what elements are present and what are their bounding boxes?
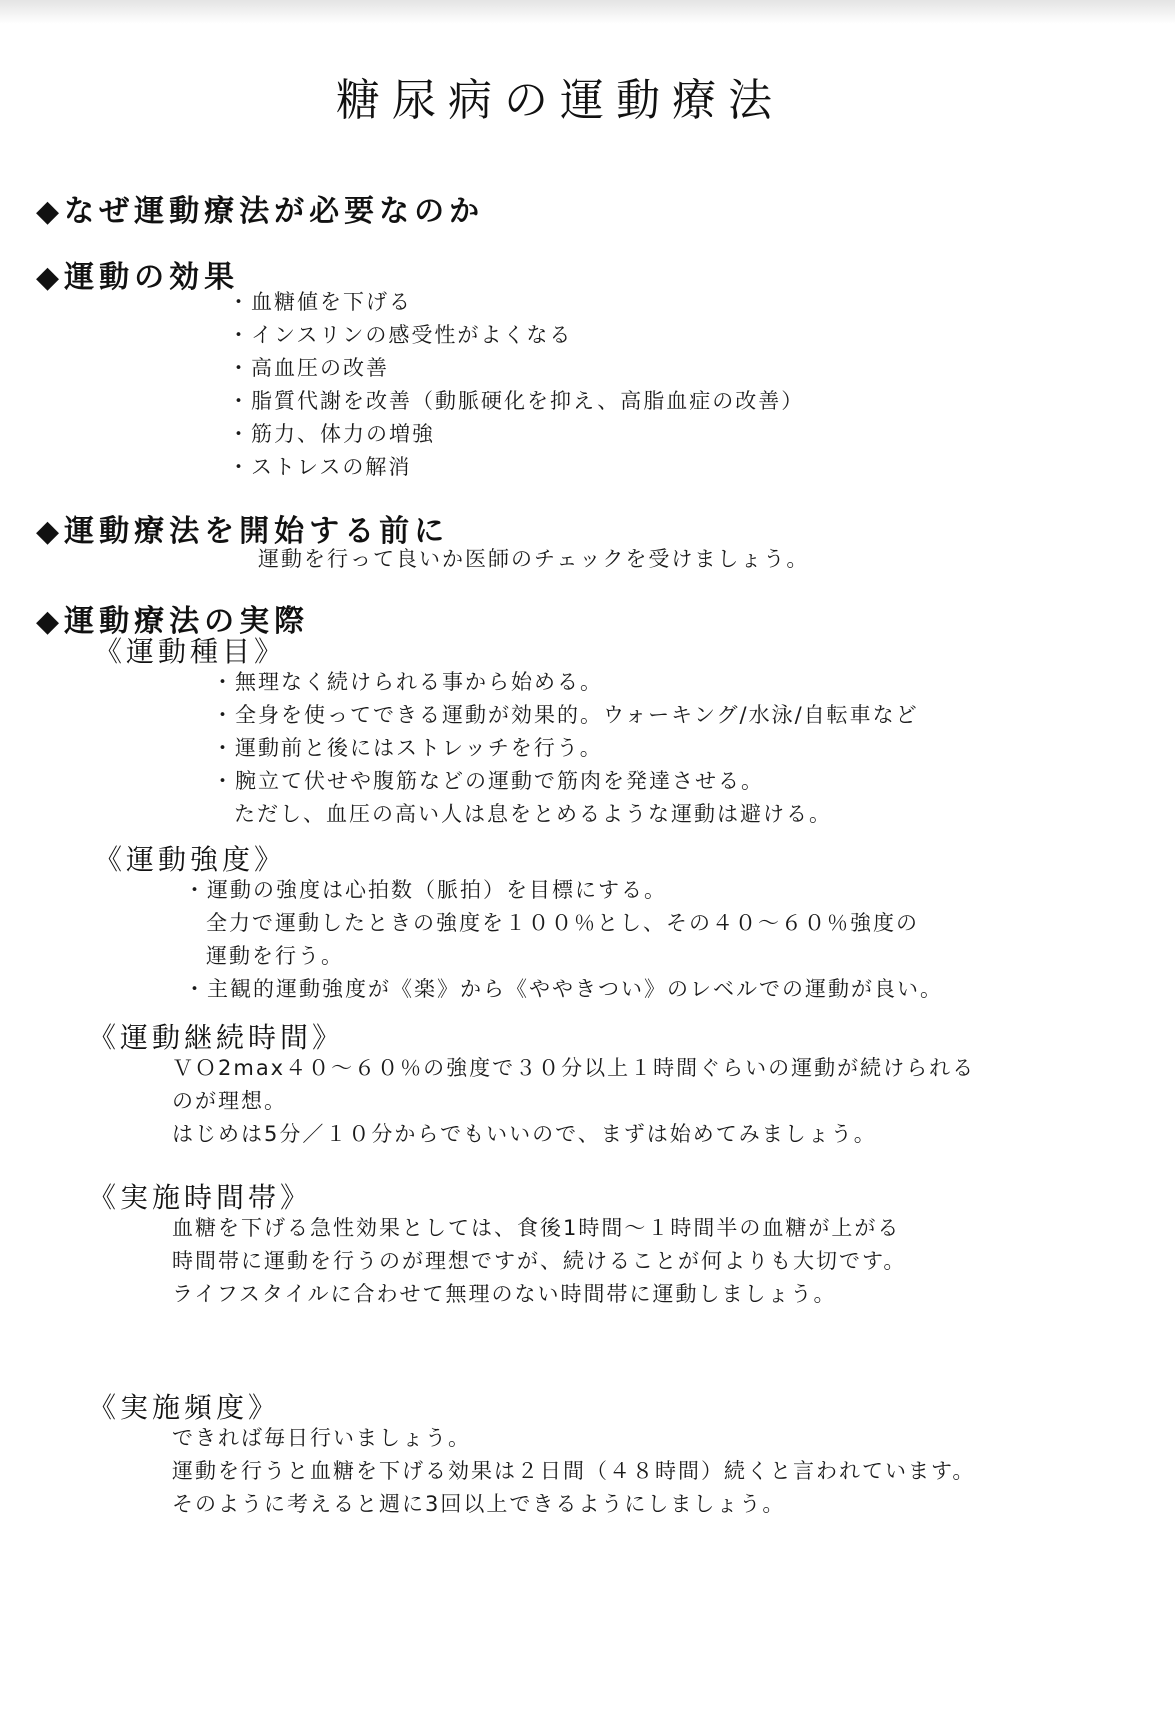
timing-line: 時間帯に運動を行うのが理想ですが、続けることが何よりも大切です。 bbox=[172, 1249, 907, 1273]
types-line: ・運動前と後にはストレッチを行う。 bbox=[212, 736, 603, 760]
subheading-timing: 《実施時間帯》 bbox=[88, 1181, 313, 1214]
types-line: ただし、血圧の高い人は息をとめるような運動は避ける。 bbox=[234, 802, 832, 826]
effect-item: ・脂質代謝を改善（動脈硬化を抑え、高脂血症の改善） bbox=[228, 389, 805, 413]
intensity-line: 全力で運動したときの強度を１００％とし、その４０～６０％強度の bbox=[206, 911, 919, 935]
heading-why: ◆なぜ運動療法が必要なのか bbox=[36, 194, 485, 229]
frequency-line: そのように考えると週に3回以上できるようにしましょう。 bbox=[172, 1492, 786, 1516]
effect-item: ・インスリンの感受性がよくなる bbox=[228, 323, 573, 347]
intensity-line: ・主観的運動強度が《楽》から《ややきつい》のレベルでの運動が良い。 bbox=[184, 977, 943, 1001]
heading-practice: ◆運動療法の実際 bbox=[36, 604, 310, 639]
subheading-frequency: 《実施頻度》 bbox=[88, 1391, 281, 1424]
subheading-types: 《運動種目》 bbox=[94, 635, 287, 668]
intensity-line: ・運動の強度は心拍数（脈拍）を目標にする。 bbox=[184, 878, 667, 902]
heading-before: ◆運動療法を開始する前に bbox=[36, 514, 450, 549]
timing-line: ライフスタイルに合わせて無理のない時間帯に運動しましょう。 bbox=[172, 1282, 837, 1306]
duration-line: はじめは5分／１０分からでもいいので、まずは始めてみましょう。 bbox=[172, 1122, 877, 1146]
frequency-line: できれば毎日行いましょう。 bbox=[172, 1426, 471, 1450]
effect-item: ・筋力、体力の増強 bbox=[228, 422, 435, 446]
duration-line: ＶＯ2max４０～６０％の強度で３０分以上１時間ぐらいの運動が続けられる bbox=[172, 1056, 976, 1080]
before-text: 運動を行って良いか医師のチェックを受けましょう。 bbox=[258, 547, 810, 571]
types-line: ・腕立て伏せや腹筋などの運動で筋肉を発達させる。 bbox=[212, 769, 764, 793]
effect-item: ・ストレスの解消 bbox=[228, 455, 412, 479]
subheading-intensity: 《運動強度》 bbox=[94, 843, 287, 876]
duration-line: のが理想。 bbox=[172, 1089, 287, 1113]
effect-item: ・高血圧の改善 bbox=[228, 356, 389, 380]
intensity-line: 運動を行う。 bbox=[206, 944, 344, 968]
subheading-duration: 《運動継続時間》 bbox=[88, 1021, 345, 1054]
timing-line: 血糖を下げる急性効果としては、食後1時間～１時間半の血糖が上がる bbox=[172, 1216, 901, 1240]
scan-edge-shadow bbox=[0, 0, 1175, 24]
effect-item: ・血糖値を下げる bbox=[228, 290, 412, 314]
frequency-line: 運動を行うと血糖を下げる効果は２日間（４８時間）続くと言われています。 bbox=[172, 1459, 976, 1483]
heading-effects: ◆運動の効果 bbox=[36, 260, 240, 295]
page-title: 糖尿病の運動療法 bbox=[336, 75, 784, 126]
types-line: ・無理なく続けられる事から始める。 bbox=[212, 670, 603, 694]
types-line: ・全身を使ってできる運動が効果的。ウォーキング/水泳/自転車など bbox=[212, 703, 919, 727]
